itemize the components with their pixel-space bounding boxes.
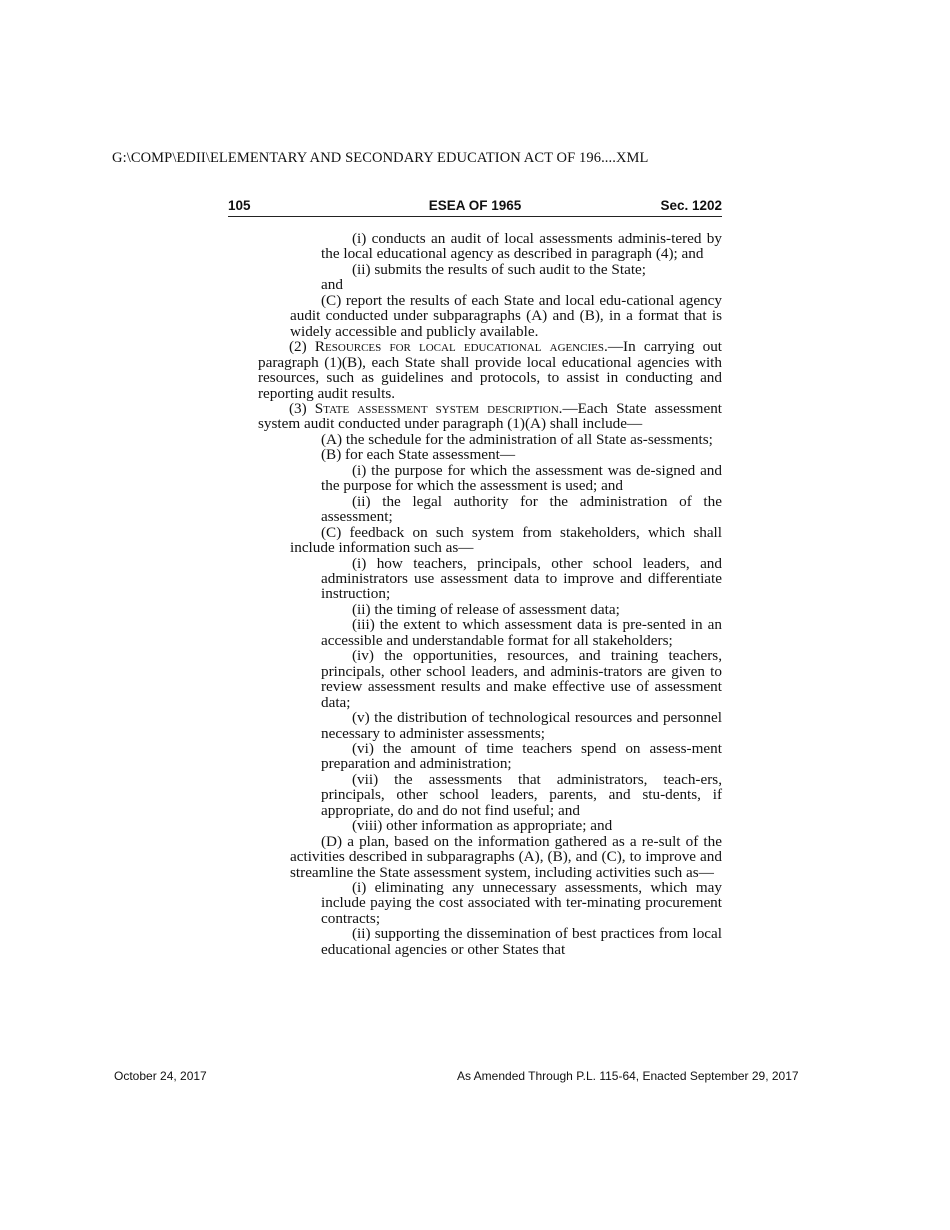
paragraph: (iii) the extent to which assessment data is pre-sented in an accessible and understandable format for all stakeholders; (321, 616, 722, 649)
paragraph-resources (258, 339, 722, 401)
running-header (228, 198, 722, 217)
paragraph: (i) eliminating any unnecessary assessments, which may include paying the cost associated with ter-minating procurement contracts; (321, 879, 722, 927)
paragraph: (viii) other information as appropriate; and (352, 817, 613, 835)
file-path: G:\COMP\EDII\ELEMENTARY AND SECONDARY EDUCATION ACT OF 196....XML (112, 150, 649, 166)
footer-amended: As Amended Through P.L. 115-64, Enacted September 29, 2017 (457, 1069, 799, 1083)
section-number: Sec. 1202 (660, 198, 722, 213)
paragraph-heading: Resources for local educational agencies. (314, 338, 608, 356)
paragraph: (B) for each State assessment— (321, 446, 516, 464)
paragraph: and (321, 276, 343, 294)
paragraph: (v) the distribution of technological resources and personnel necessary to administer assessments; (321, 709, 722, 742)
paragraph: (vii) the assessments that administrators, teach-ers, principals, other school leaders, parents, and stu-dents, if appropriate, do and do not find useful; and (321, 770, 722, 819)
paragraph-text: —Each State assessment system audit conducted under paragraph (1)(A) shall include— (258, 399, 723, 433)
paragraph-text: —In carrying out paragraph (1)(B), each State shall provide local educational agencies with resources, such as guidelines and protocols, to assist in conducting and reporting audit results. (258, 338, 723, 402)
paragraph: (i) the purpose for which the assessment was de-signed and the purpose for which the assessment is used; and (321, 461, 722, 495)
footer-date: October 24, 2017 (114, 1069, 207, 1083)
paragraph: (D) a plan, based on the information gathered as a re-sult of the activities described in subparagraphs (A), (B), and (C), to improve and streamline the State assessment system, including activities such as— (290, 832, 722, 881)
document-body (258, 231, 722, 957)
paragraph: (A) the schedule for the administration of all State as-sessments; (321, 430, 713, 448)
paragraph: (i) how teachers, principals, other school leaders, and administrators use assessment data to improve and differentiate instruction; (321, 554, 722, 603)
paragraph: (C) feedback on such system from stakeholders, which shall include information such as— (290, 523, 722, 557)
paragraph: (i) conducts an audit of local assessments adminis-tered by the local educational agency as described in paragraph (4); and (321, 230, 722, 263)
paragraph-description (258, 401, 722, 432)
paragraph: (ii) supporting the dissemination of best practices from local educational agencies or other States that (321, 925, 722, 958)
paragraph: (ii) the timing of release of assessment data; (352, 600, 620, 618)
paragraph: (ii) the legal authority for the administration of the assessment; (321, 492, 722, 526)
paragraph: (ii) submits the results of such audit to the State; (352, 260, 647, 278)
running-title: ESEA OF 1965 (428, 198, 522, 213)
paragraph-number: (2) (289, 338, 307, 356)
paragraph-number: (3) (289, 399, 307, 417)
paragraph: (vi) the amount of time teachers spend on assess-ment preparation and administration; (321, 739, 722, 773)
paragraph: (iv) the opportunities, resources, and training teachers, principals, other school leaders, and adminis-trators are given to review assessment results and make effective use of assessment data; (321, 647, 722, 711)
paragraph: (C) report the results of each State and local edu-cational agency audit conducted under subparagraphs (A) and (B), in a format that is widely accessible and publicly available. (290, 291, 722, 340)
page-number: 105 (228, 198, 251, 213)
paragraph-heading: State assessment system description. (314, 399, 563, 417)
